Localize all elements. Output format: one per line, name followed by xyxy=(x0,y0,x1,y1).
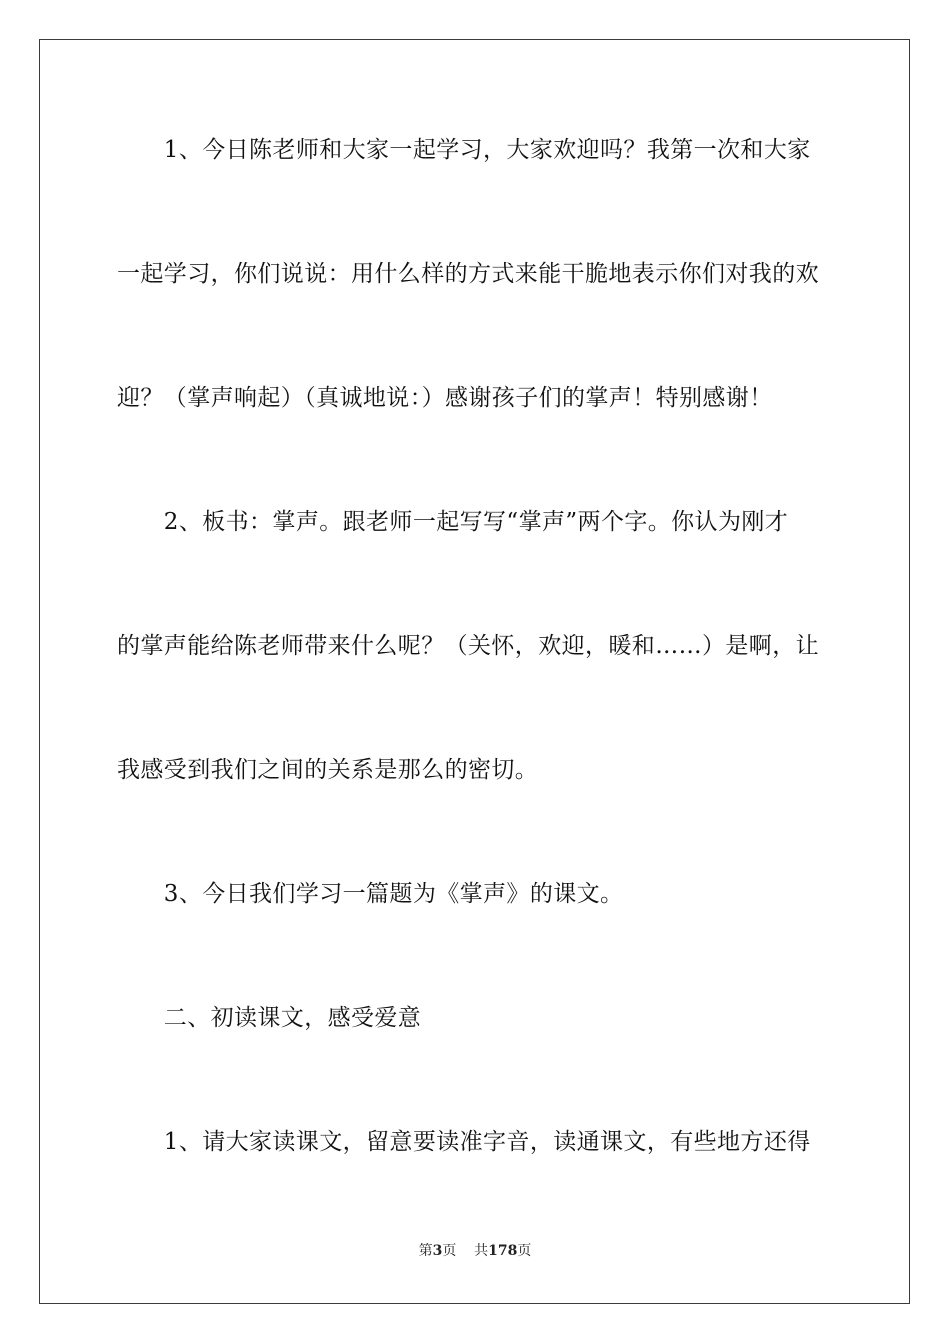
body-line-6: 我感受到我们之间的关系是那么的密切。 xyxy=(117,757,539,783)
body-line-1: 1、今日陈老师和大家一起学习，大家欢迎吗？我第一次和大家 xyxy=(117,137,811,163)
body-line-9: 1、请大家读课文，留意要读准字音，读通课文，有些地方还得 xyxy=(117,1129,811,1155)
body-line-3: 迎？（掌声响起）（真诚地说：）感谢孩子们的掌声！特别感谢！ xyxy=(117,385,773,411)
section-heading: 二、初读课文，感受爱意 xyxy=(117,1005,422,1031)
total-suffix: 页 xyxy=(517,1243,532,1259)
body-line-5: 的掌声能给陈老师带来什么呢？（关怀，欢迎，暖和……）是啊，让 xyxy=(117,633,819,659)
page-suffix: 页 xyxy=(442,1243,457,1259)
body-line-4: 2、板书：掌声。跟老师一起写写“掌声”两个字。你认为刚才 xyxy=(117,509,789,535)
body-line-2: 一起学习，你们说说：用什么样的方式来能干脆地表示你们对我的欢 xyxy=(117,261,819,287)
total-pages: 178 xyxy=(488,1243,518,1259)
page-footer xyxy=(0,1242,950,1260)
page-prefix: 第 xyxy=(418,1243,433,1259)
body-line-7: 3、今日我们学习一篇题为《掌声》的课文。 xyxy=(117,881,624,907)
page-number: 3 xyxy=(432,1243,443,1259)
page-border xyxy=(39,39,910,1304)
total-prefix: 共 xyxy=(474,1243,489,1259)
